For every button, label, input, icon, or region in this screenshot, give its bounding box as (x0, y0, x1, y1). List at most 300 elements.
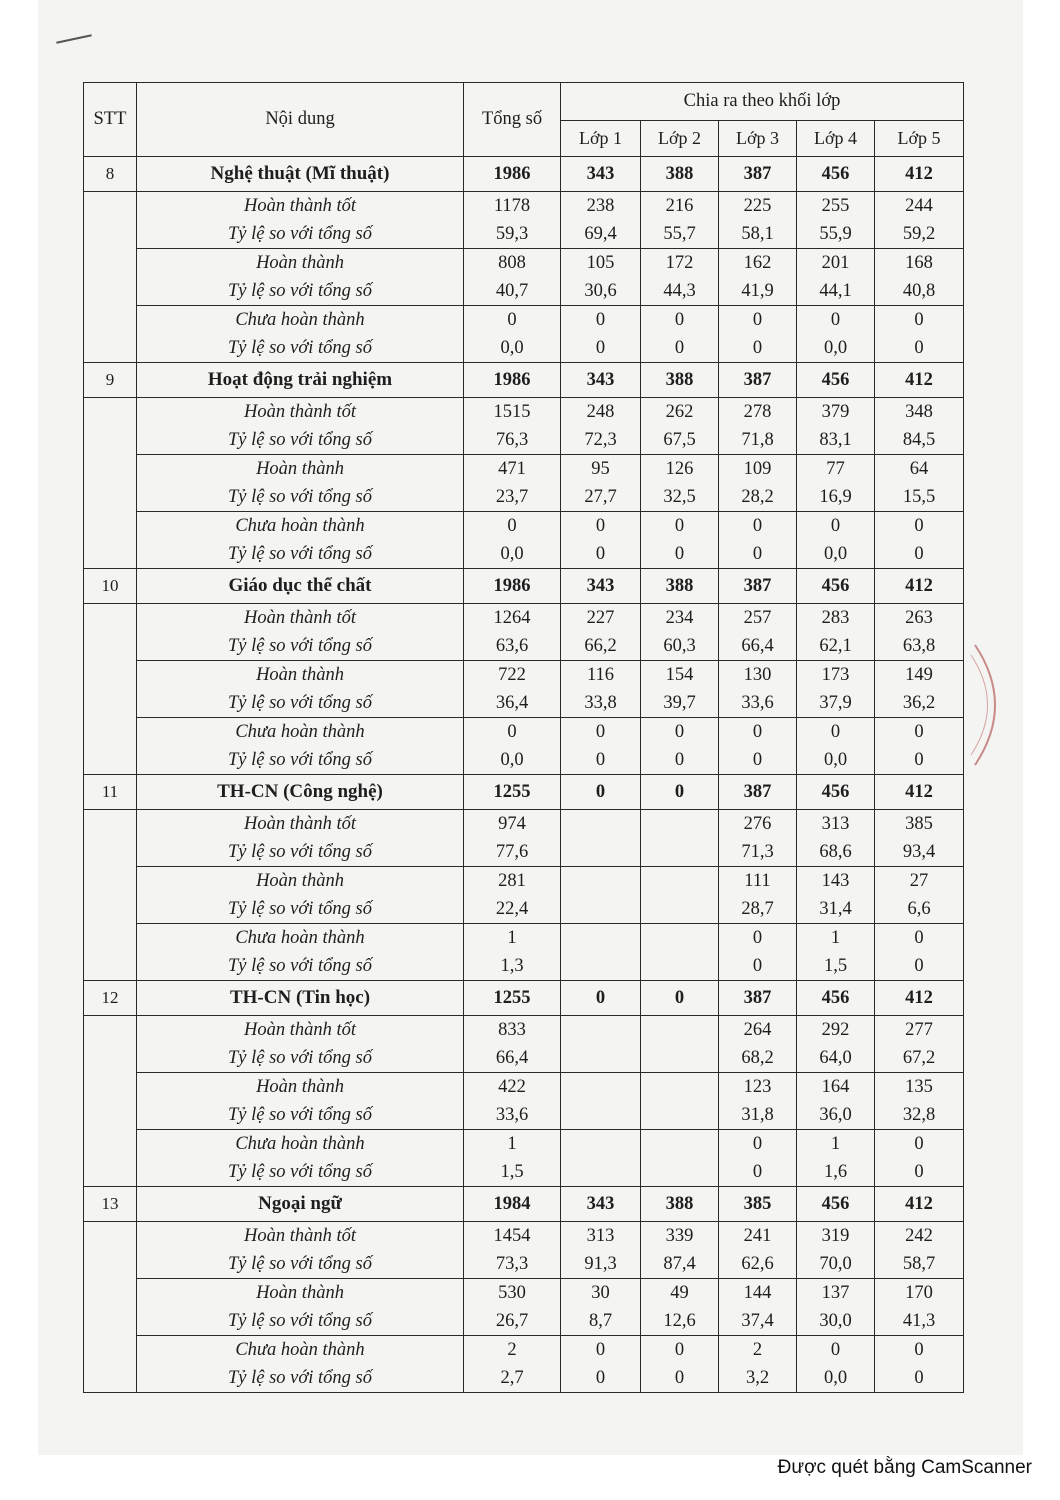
grade-cell (561, 455, 641, 512)
grade-value: 1 (830, 927, 841, 948)
stt-blank (84, 604, 137, 775)
grade-rate: 44,3 (663, 280, 696, 301)
section-total: 1986 (464, 363, 561, 398)
grade-rate: 0 (674, 543, 685, 564)
grade-rate: 31,4 (819, 898, 852, 919)
stt-blank (84, 1222, 137, 1393)
result-label: Hoàn thành tốt (243, 1225, 357, 1246)
grade-cell (561, 1279, 641, 1336)
grade-rate: 69,4 (584, 223, 617, 244)
result-row (84, 1016, 964, 1073)
section-grade-count: 412 (875, 1187, 964, 1222)
grade-value: 0 (830, 515, 841, 536)
grade-rate: 58,1 (741, 223, 774, 244)
result-row (84, 718, 964, 775)
result-label: Chưa hoàn thành (235, 309, 365, 330)
grade-rate: 83,1 (819, 429, 852, 450)
result-total-rate: 76,3 (495, 429, 529, 450)
grade-value: 257 (743, 607, 772, 628)
result-row (84, 1279, 964, 1336)
section-grade-count: 387 (719, 363, 797, 398)
grade-cell (561, 718, 641, 775)
grade-rate: 0 (752, 543, 763, 564)
result-label-cell (137, 306, 464, 363)
grade-rate: 59,2 (902, 223, 936, 244)
grade-value: 143 (821, 870, 850, 891)
section-total: 1986 (464, 157, 561, 192)
section-grade-count: 387 (719, 569, 797, 604)
section-stt: 8 (84, 157, 137, 192)
grade-rate: 60,3 (663, 635, 696, 656)
grade-cell (641, 661, 719, 718)
grade-cell (797, 718, 875, 775)
grade-value: 277 (905, 1019, 933, 1040)
section-row (84, 775, 964, 810)
grade-value: 319 (821, 1225, 850, 1246)
result-label-cell (137, 512, 464, 569)
section-grade-count: 0 (641, 775, 719, 810)
result-label: Hoàn thành (256, 252, 344, 273)
header-content: Nội dung (137, 83, 464, 157)
grade-rate: 0 (914, 543, 924, 564)
result-label-cell (137, 604, 464, 661)
result-label: Hoàn thành tốt (243, 1019, 357, 1040)
grade-cell (797, 810, 875, 867)
grade-rate: 71,8 (741, 429, 774, 450)
result-total-rate: 63,6 (495, 635, 529, 656)
result-label: Hoàn thành (256, 458, 344, 479)
result-total-cell (464, 604, 561, 661)
result-total-rate: 59,3 (495, 223, 529, 244)
result-total-cell (464, 1073, 561, 1130)
grade-cell (875, 306, 964, 363)
grade-rate: 30,6 (584, 280, 617, 301)
grade-value: 262 (665, 401, 694, 422)
result-total: 471 (498, 458, 526, 479)
result-total-rate: 66,4 (495, 1047, 529, 1068)
grade-value: 137 (821, 1282, 850, 1303)
result-total: 1178 (493, 195, 531, 216)
grade-rate: 32,8 (902, 1104, 936, 1125)
grade-cell (797, 1073, 875, 1130)
grade-value: 0 (914, 309, 924, 330)
grade-rate: 93,4 (902, 841, 936, 862)
grade-cell (719, 1222, 797, 1279)
result-label-cell (137, 1222, 464, 1279)
grade-rate: 55,7 (663, 223, 696, 244)
section-grade-count: 387 (719, 157, 797, 192)
result-total-cell (464, 810, 561, 867)
grade-rate: 67,2 (902, 1047, 936, 1068)
result-total-rate: 2,7 (500, 1367, 524, 1388)
header-grade-5: Lớp 5 (875, 121, 964, 157)
grade-rate: 70,0 (819, 1253, 852, 1274)
result-total: 722 (498, 664, 526, 685)
grade-value: 64 (909, 458, 929, 479)
grade-rate: 55,9 (819, 223, 852, 244)
result-total-cell (464, 1016, 561, 1073)
grade-value: 0 (752, 1133, 763, 1154)
grade-cell (719, 810, 797, 867)
result-total-rate: 0,0 (500, 337, 524, 358)
grade-cell (641, 455, 719, 512)
grade-rate: 91,3 (584, 1253, 617, 1274)
grade-value: 164 (821, 1076, 850, 1097)
rate-label: Tỷ lệ so với tổng số (228, 1161, 372, 1182)
result-total-cell (464, 1279, 561, 1336)
rate-label: Tỷ lệ so với tổng số (228, 841, 372, 862)
section-grade-count: 0 (641, 981, 719, 1016)
stt-blank (84, 1016, 137, 1187)
grade-rate: 37,4 (741, 1310, 774, 1331)
result-total: 1 (507, 927, 517, 948)
grade-value: 234 (665, 607, 694, 628)
grade-value: 0 (830, 721, 841, 742)
grade-rate: 64,0 (819, 1047, 852, 1068)
grade-value: 0 (752, 721, 763, 742)
grade-cell (797, 1336, 875, 1393)
result-label: Hoàn thành (256, 870, 344, 891)
result-label-cell (137, 249, 464, 306)
grade-value: 0 (595, 1339, 606, 1360)
result-label-cell (137, 1130, 464, 1187)
result-total: 974 (498, 813, 526, 834)
grade-cell (875, 249, 964, 306)
grade-cell (797, 192, 875, 249)
grade-cell (719, 1130, 797, 1187)
result-total-cell (464, 1130, 561, 1187)
result-total-rate: 36,4 (495, 692, 529, 713)
grade-cell (641, 1222, 719, 1279)
stt-blank (84, 810, 137, 981)
grade-cell (719, 1336, 797, 1393)
grade-cell (561, 192, 641, 249)
result-total-cell (464, 512, 561, 569)
section-grade-count: 343 (561, 569, 641, 604)
rate-label: Tỷ lệ so với tổng số (228, 486, 372, 507)
section-grade-count: 456 (797, 157, 875, 192)
grade-value: 77 (826, 458, 845, 479)
result-label-cell (137, 867, 464, 924)
result-total: 0 (507, 515, 517, 536)
grade-rate: 87,4 (663, 1253, 696, 1274)
grade-cell (641, 249, 719, 306)
grade-value: 130 (743, 664, 772, 685)
grade-rate: 15,5 (902, 486, 936, 507)
grade-rate: 58,7 (902, 1253, 936, 1274)
grade-rate: 39,7 (663, 692, 696, 713)
grade-value: 292 (821, 1019, 850, 1040)
grade-value: 225 (743, 195, 772, 216)
section-grade-count: 412 (875, 569, 964, 604)
result-total-rate: 40,7 (495, 280, 529, 301)
grade-cell (797, 398, 875, 455)
grade-cell (719, 306, 797, 363)
grade-rate: 68,2 (741, 1047, 774, 1068)
grade-rate: 31,8 (741, 1104, 774, 1125)
section-grade-count: 412 (875, 157, 964, 192)
section-grade-count: 0 (561, 775, 641, 810)
result-total-cell (464, 1336, 561, 1393)
grade-rate: 3,2 (745, 1367, 770, 1388)
grade-cell (875, 1336, 964, 1393)
grade-value: 227 (586, 607, 615, 628)
grade-cell (875, 661, 964, 718)
result-total-cell (464, 306, 561, 363)
result-total-rate: 0,0 (500, 749, 524, 770)
result-label: Hoàn thành tốt (243, 813, 357, 834)
grade-cell (641, 1336, 719, 1393)
rate-label: Tỷ lệ so với tổng số (228, 1104, 372, 1125)
grade-rate: 67,5 (663, 429, 696, 450)
grade-cell (797, 924, 875, 981)
grade-cell (797, 249, 875, 306)
grade-value: 339 (665, 1225, 694, 1246)
grade-rate: 0,0 (823, 749, 848, 770)
grade-cell (641, 512, 719, 569)
result-row (84, 661, 964, 718)
section-grade-count: 388 (641, 157, 719, 192)
stt-blank (84, 192, 137, 363)
rate-label: Tỷ lệ so với tổng số (228, 635, 372, 656)
grade-value: 313 (586, 1225, 615, 1246)
grade-cell (875, 718, 964, 775)
grade-value: 0 (914, 721, 924, 742)
grade-cell (875, 192, 964, 249)
section-grade-count: 456 (797, 981, 875, 1016)
result-row (84, 810, 964, 867)
result-label-cell (137, 455, 464, 512)
red-stamp-edge (970, 640, 1010, 770)
grade-rate: 16,9 (819, 486, 852, 507)
result-total-rate: 26,7 (495, 1310, 529, 1331)
result-label: Chưa hoàn thành (235, 1339, 365, 1360)
grade-cell (875, 398, 964, 455)
rate-label: Tỷ lệ so với tổng số (228, 1253, 372, 1274)
section-stt: 11 (84, 775, 137, 810)
grade-rate: 0 (752, 955, 763, 976)
grade-rate: 0,0 (823, 1367, 848, 1388)
grade-cell (641, 192, 719, 249)
grade-value: 2 (752, 1339, 763, 1360)
grade-value: 0 (752, 927, 763, 948)
grade-value: 264 (743, 1019, 772, 1040)
grade-value: 0 (674, 721, 685, 742)
grade-cell (719, 604, 797, 661)
section-row (84, 1187, 964, 1222)
result-label-cell (137, 1016, 464, 1073)
result-label-cell (137, 192, 464, 249)
result-label: Hoàn thành (256, 1076, 344, 1097)
grade-value: 162 (743, 252, 772, 273)
grade-cell (561, 924, 641, 981)
grade-value: 0 (752, 309, 763, 330)
result-row (84, 867, 964, 924)
grade-value: 278 (743, 401, 772, 422)
section-grade-count: 343 (561, 157, 641, 192)
grade-rate: 41,9 (741, 280, 774, 301)
header-split: Chia ra theo khối lớp (561, 83, 964, 121)
grade-value: 0 (914, 515, 924, 536)
grade-value: 263 (905, 607, 933, 628)
grade-value: 379 (821, 401, 850, 422)
result-total-rate: 1,5 (500, 1161, 524, 1182)
rate-label: Tỷ lệ so với tổng số (228, 749, 372, 770)
grade-rate: 30,0 (819, 1310, 852, 1331)
result-label: Hoàn thành tốt (243, 195, 357, 216)
grade-cell (561, 1073, 641, 1130)
grade-rate: 0 (914, 749, 924, 770)
result-label: Hoàn thành (256, 664, 344, 685)
grade-value: 238 (586, 195, 615, 216)
grade-rate: 6,6 (907, 898, 931, 919)
result-row (84, 249, 964, 306)
result-total: 0 (507, 721, 517, 742)
rate-label: Tỷ lệ so với tổng số (228, 429, 372, 450)
grade-rate: 0 (752, 337, 763, 358)
grade-value: 242 (905, 1225, 933, 1246)
grade-cell (875, 455, 964, 512)
grade-value: 241 (743, 1225, 772, 1246)
result-total: 281 (498, 870, 526, 891)
section-grade-count: 387 (719, 981, 797, 1016)
section-grade-count: 388 (641, 363, 719, 398)
grade-value: 0 (674, 309, 685, 330)
grade-value: 149 (905, 664, 933, 685)
grade-rate: 0 (595, 1367, 606, 1388)
section-grade-count: 412 (875, 981, 964, 1016)
result-total-cell (464, 192, 561, 249)
result-label: Hoàn thành (256, 1282, 344, 1303)
grade-cell (797, 661, 875, 718)
grade-value: 135 (905, 1076, 933, 1097)
header-grade-2: Lớp 2 (641, 121, 719, 157)
section-name: Ngoại ngữ (137, 1187, 464, 1222)
result-total: 530 (498, 1282, 526, 1303)
result-total: 1454 (493, 1225, 531, 1246)
section-name: TH-CN (Tin học) (137, 981, 464, 1016)
section-grade-count: 412 (875, 775, 964, 810)
section-grade-count: 456 (797, 569, 875, 604)
grade-rate: 40,8 (902, 280, 936, 301)
section-total: 1255 (464, 981, 561, 1016)
grade-rate: 0 (595, 749, 606, 770)
result-row (84, 1336, 964, 1393)
grade-value: 111 (744, 870, 771, 891)
grade-cell (797, 1279, 875, 1336)
result-total-cell (464, 455, 561, 512)
result-label: Chưa hoàn thành (235, 721, 365, 742)
grade-cell (719, 718, 797, 775)
grade-rate: 0 (595, 337, 606, 358)
grade-value: 0 (830, 309, 841, 330)
grade-cell (797, 604, 875, 661)
grade-cell (797, 1222, 875, 1279)
grade-cell (641, 1073, 719, 1130)
rate-label: Tỷ lệ so với tổng số (228, 955, 372, 976)
result-row (84, 455, 964, 512)
result-total: 1264 (493, 607, 531, 628)
result-total-rate: 23,7 (495, 486, 529, 507)
grade-cell (561, 1222, 641, 1279)
grade-value: 0 (830, 1339, 841, 1360)
grade-rate: 72,3 (584, 429, 617, 450)
grade-cell (561, 810, 641, 867)
rate-label: Tỷ lệ so với tổng số (228, 280, 372, 301)
grade-rate: 0 (914, 337, 924, 358)
grade-value: 0 (595, 721, 606, 742)
section-grade-count: 385 (719, 1187, 797, 1222)
grade-rate: 0 (752, 749, 763, 770)
grade-value: 276 (743, 813, 772, 834)
rate-label: Tỷ lệ so với tổng số (228, 898, 372, 919)
result-row (84, 398, 964, 455)
result-total-rate: 73,3 (495, 1253, 529, 1274)
section-grade-count: 456 (797, 1187, 875, 1222)
header-total: Tổng số (464, 83, 561, 157)
grade-cell (641, 306, 719, 363)
result-total-rate: 33,6 (495, 1104, 529, 1125)
grade-cell (875, 1279, 964, 1336)
result-label-cell (137, 398, 464, 455)
grade-cell (875, 1016, 964, 1073)
grade-cell (561, 1130, 641, 1187)
grade-rate: 66,4 (741, 635, 774, 656)
grade-rate: 63,8 (902, 635, 936, 656)
grade-rate: 12,6 (663, 1310, 696, 1331)
rate-label: Tỷ lệ so với tổng số (228, 692, 372, 713)
section-row (84, 157, 964, 192)
grade-cell (561, 398, 641, 455)
grade-rate: 28,7 (741, 898, 774, 919)
header-grade-4: Lớp 4 (797, 121, 875, 157)
grade-rate: 0 (595, 543, 606, 564)
grade-rate: 0 (914, 1367, 924, 1388)
section-stt: 10 (84, 569, 137, 604)
grade-cell (719, 1016, 797, 1073)
grade-cell (641, 1279, 719, 1336)
grade-rate: 41,3 (902, 1310, 936, 1331)
section-grade-count: 387 (719, 775, 797, 810)
grade-cell (641, 718, 719, 775)
grade-rate: 62,6 (741, 1253, 774, 1274)
rate-label: Tỷ lệ so với tổng số (228, 543, 372, 564)
grade-rate: 0 (752, 1161, 763, 1182)
rate-label: Tỷ lệ so với tổng số (228, 337, 372, 358)
grade-rate: 8,7 (588, 1310, 613, 1331)
grade-value: 49 (670, 1282, 689, 1303)
result-label-cell (137, 1279, 464, 1336)
grade-cell (875, 810, 964, 867)
grade-value: 248 (586, 401, 615, 422)
grade-rate: 33,8 (584, 692, 617, 713)
grade-rate: 32,5 (663, 486, 696, 507)
grade-cell (875, 867, 964, 924)
grade-value: 105 (586, 252, 615, 273)
grade-cell (561, 604, 641, 661)
grade-rate: 66,2 (584, 635, 617, 656)
result-row (84, 192, 964, 249)
grade-cell (719, 867, 797, 924)
grade-cell (641, 398, 719, 455)
results-table (83, 82, 964, 1393)
section-name: Hoạt động trải nghiệm (137, 363, 464, 398)
grade-cell (719, 249, 797, 306)
grade-value: 144 (743, 1282, 772, 1303)
grade-rate: 44,1 (819, 280, 852, 301)
section-stt: 13 (84, 1187, 137, 1222)
result-total-cell (464, 924, 561, 981)
